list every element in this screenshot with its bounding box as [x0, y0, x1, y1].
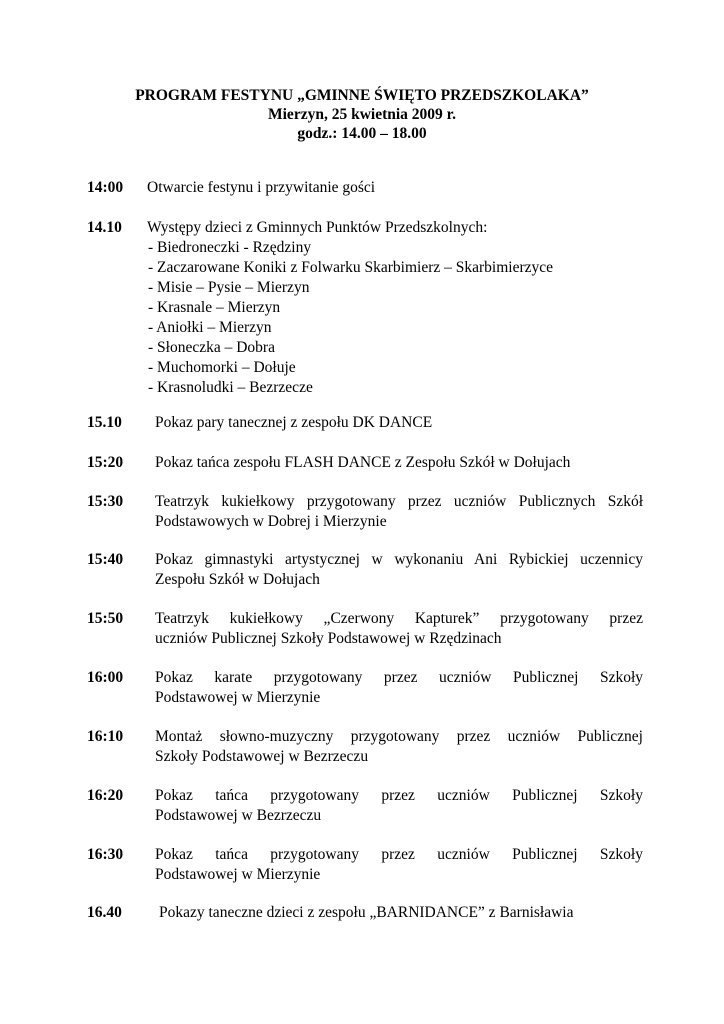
entry-line: uczniów Publicznej Szkoły Podstawowej w Rzędzinach: [155, 630, 502, 647]
entry-time: 15:50: [87, 610, 124, 627]
entry-description: [155, 609, 643, 649]
entry-time: 16:30: [87, 846, 124, 863]
document-header: [0, 86, 724, 143]
entry-line: Zespołu Szkół w Dołujach: [155, 571, 320, 588]
event-hours: godz.: 14.00 – 18.00: [297, 125, 427, 142]
entry-line: Pokazy taneczne dzieci z zespołu „BARNIDANCE” z Barnisławia: [159, 904, 574, 921]
entry-line: Występy dzieci z Gminnych Punktów Przedszkolnych:: [147, 219, 488, 236]
entry-time: 14.10: [87, 219, 122, 236]
group-item: - Biedroneczki - Rzędziny: [148, 239, 312, 256]
entry-line: Otwarcie festynu i przywitanie gości: [147, 179, 376, 196]
entry-description: [159, 903, 643, 923]
entry-line: Teatrzyk kukiełkowy „Czerwony Kapturek” przygotowany przez: [155, 610, 643, 627]
entry-description: [155, 550, 643, 590]
entry-line: Szkoły Podstawowej w Bezrzeczu: [155, 748, 369, 765]
entry-description: [155, 845, 643, 885]
entry-line: Podstawowej w Bezrzeczu: [155, 807, 322, 824]
entry-line: Pokaz tańca przygotowany przez uczniów Publicznej Szkoły: [155, 787, 643, 804]
entry-description: [155, 413, 643, 433]
group-item: - Krasnale – Mierzyn: [148, 299, 281, 316]
entry-description: [147, 178, 643, 198]
entry-time: 16.40: [87, 904, 122, 921]
entry-line: Montaż słowno-muzyczny przygotowany przez uczniów Publicznej: [155, 728, 643, 745]
group-item: - Krasnoludki – Bezrzecze: [148, 379, 313, 396]
entry-time: 16:00: [87, 669, 124, 686]
entry-time: 16:20: [87, 787, 124, 804]
entry-line: Teatrzyk kukiełkowy przygotowany przez uczniów Publicznych Szkół: [155, 493, 643, 510]
program-title: PROGRAM FESTYNU „GMINNE ŚWIĘTO PRZEDSZKOLAKA”: [135, 87, 589, 104]
entry-description: [147, 218, 643, 398]
entry-line: Pokaz pary tanecznej z zespołu DK DANCE: [155, 414, 433, 431]
entry-description: [155, 786, 643, 826]
entry-time: 15:30: [87, 493, 124, 510]
entry-line: Podstawowej w Mierzynie: [155, 866, 321, 883]
group-list: [147, 238, 643, 398]
group-item: - Muchomorki – Dołuje: [148, 359, 296, 376]
entry-line: Pokaz tańca zespołu FLASH DANCE z Zespołu Szkół w Dołujach: [155, 454, 571, 471]
group-item: - Misie – Pysie – Mierzyn: [148, 279, 310, 296]
group-item: - Słoneczka – Dobra: [148, 339, 275, 356]
entry-description: [155, 453, 643, 473]
entry-time: 15.10: [87, 414, 122, 431]
entry-line: Pokaz karate przygotowany przez uczniów Publicznej Szkoły: [155, 669, 643, 686]
entry-time: 15:20: [87, 454, 124, 471]
entry-time: 15:40: [87, 551, 124, 568]
entry-description: [155, 668, 643, 708]
entry-line: Pokaz tańca przygotowany przez uczniów Publicznej Szkoły: [155, 846, 643, 863]
entry-description: [155, 492, 643, 532]
group-item: - Zaczarowane Koniki z Folwarku Skarbimierz – Skarbimierzyce: [148, 259, 553, 276]
entry-time: 14:00: [87, 179, 124, 196]
entry-line: Pokaz gimnastyki artystycznej w wykonaniu Ani Rybickiej uczennicy: [155, 551, 643, 568]
entry-line: Podstawowych w Dobrej i Mierzynie: [155, 513, 387, 530]
place-and-date: Mierzyn, 25 kwietnia 2009 r.: [268, 106, 456, 123]
group-item: - Aniołki – Mierzyn: [148, 319, 272, 336]
entry-line: Podstawowej w Mierzynie: [155, 689, 321, 706]
entry-description: [155, 727, 643, 767]
entry-time: 16:10: [87, 728, 124, 745]
